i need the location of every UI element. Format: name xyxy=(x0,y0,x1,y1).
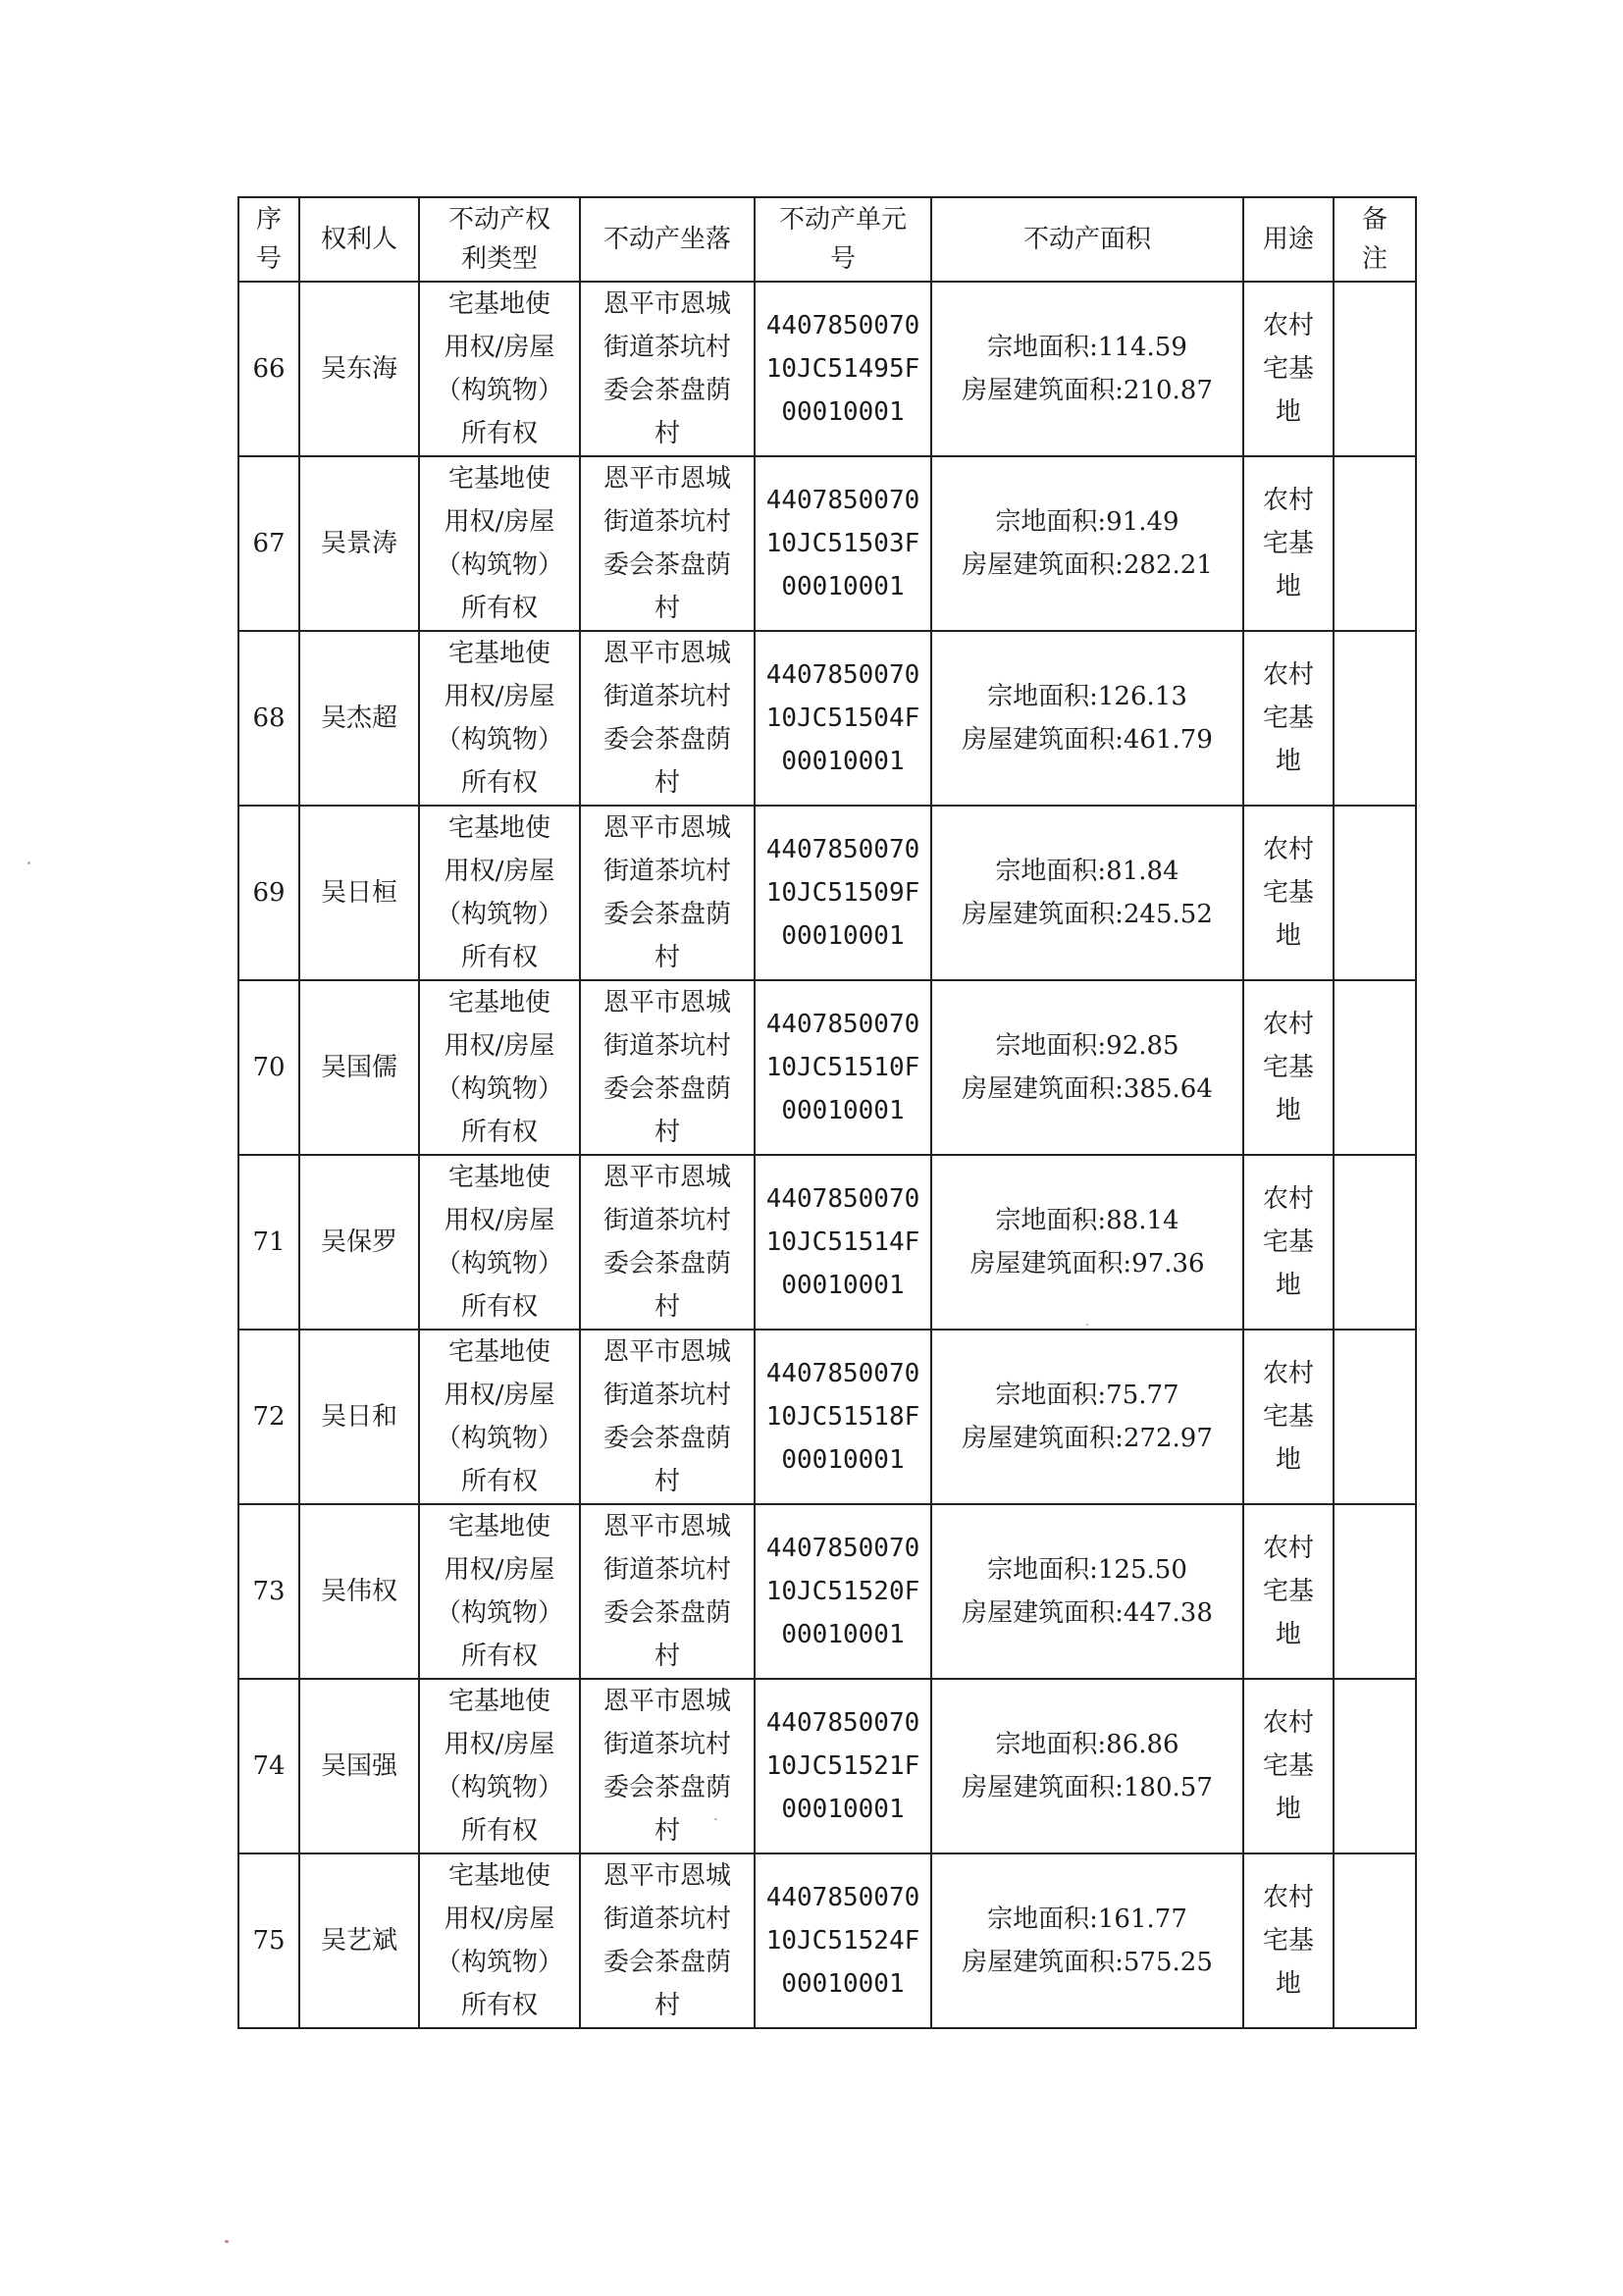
right_type-line: （构筑物） xyxy=(435,1948,563,1977)
cell-location xyxy=(580,1504,755,1679)
use-line: 农村 xyxy=(1262,1534,1314,1563)
cell-owner: 吴景涛 xyxy=(299,456,419,631)
unit_no-line: 00010001 xyxy=(781,572,905,601)
cell-area xyxy=(931,456,1243,631)
area-line: 房屋建筑面积:447.38 xyxy=(962,1598,1213,1628)
table-row xyxy=(238,631,1416,806)
use-line: 地 xyxy=(1275,572,1301,601)
use-line: 宅基 xyxy=(1262,878,1314,908)
location-line: 恩平市恩城 xyxy=(602,639,731,668)
use-line: 宅基 xyxy=(1262,1577,1314,1606)
cell-use xyxy=(1243,1155,1334,1330)
location-line: 委会茶盘荫 xyxy=(602,376,731,405)
right_type-line: （构筑物） xyxy=(435,376,563,405)
table-row xyxy=(238,456,1416,631)
column-header-seq xyxy=(238,197,299,282)
cell-owner: 吴东海 xyxy=(299,282,419,456)
location-line: 委会茶盘荫 xyxy=(602,1773,731,1802)
table-row xyxy=(238,1504,1416,1679)
unit_no-line: 4407850070 xyxy=(765,660,920,690)
location-line: 街道茶坑村 xyxy=(602,333,731,362)
right_type-line: 所有权 xyxy=(460,768,538,798)
use-line: 农村 xyxy=(1262,311,1314,340)
right_type-line: 宅基地使 xyxy=(447,464,550,494)
unit_no-line: 4407850070 xyxy=(765,1534,920,1563)
use-line: 宅基 xyxy=(1262,354,1314,384)
cell-location xyxy=(580,631,755,806)
cell-owner: 吴日和 xyxy=(299,1330,419,1504)
location-line: 委会茶盘荫 xyxy=(602,1074,731,1104)
area-line: 房屋建筑面积:575.25 xyxy=(962,1948,1213,1977)
unit_no-line: 4407850070 xyxy=(765,1184,920,1214)
right_type-line: 所有权 xyxy=(460,419,538,448)
use-line: 地 xyxy=(1275,921,1301,951)
right_type-line: 宅基地使 xyxy=(447,1337,550,1367)
cell-remark xyxy=(1334,631,1416,806)
column-header-owner xyxy=(299,197,419,282)
location-line: 恩平市恩城 xyxy=(602,1861,731,1891)
cell-unit_no xyxy=(755,282,931,456)
cell-area xyxy=(931,1504,1243,1679)
location-line: 街道茶坑村 xyxy=(602,857,731,886)
right_type-line: 所有权 xyxy=(460,1991,538,2020)
use-line: 宅基 xyxy=(1262,704,1314,733)
area-line: 房屋建筑面积:210.87 xyxy=(962,376,1213,405)
column-header-line: 序 xyxy=(255,205,282,235)
cell-right_type xyxy=(419,1330,580,1504)
location-line: 委会茶盘荫 xyxy=(602,1598,731,1628)
right_type-line: （构筑物） xyxy=(435,1773,563,1802)
use-line: 地 xyxy=(1275,1795,1301,1824)
location-line: 恩平市恩城 xyxy=(602,1337,731,1367)
area-line: 宗地面积:91.49 xyxy=(995,507,1179,537)
location-line: 委会茶盘荫 xyxy=(602,1249,731,1278)
use-line: 农村 xyxy=(1262,1010,1314,1039)
right_type-line: 所有权 xyxy=(460,594,538,623)
cell-seq: 69 xyxy=(238,806,299,980)
unit_no-line: 4407850070 xyxy=(765,1010,920,1039)
unit_no-line: 10JC51509F xyxy=(765,878,920,908)
unit_no-line: 10JC51510F xyxy=(765,1053,920,1082)
cell-unit_no xyxy=(755,806,931,980)
table-row xyxy=(238,1155,1416,1330)
area-line: 宗地面积:114.59 xyxy=(987,333,1187,362)
right_type-line: （构筑物） xyxy=(435,725,563,755)
right_type-line: 宅基地使 xyxy=(447,1687,550,1716)
cell-remark xyxy=(1334,1155,1416,1330)
cell-unit_no xyxy=(755,1679,931,1853)
right_type-line: 宅基地使 xyxy=(447,988,550,1018)
right_type-line: 用权/房屋 xyxy=(444,1381,555,1410)
scan-speck xyxy=(27,861,30,864)
cell-remark xyxy=(1334,1679,1416,1853)
cell-area xyxy=(931,282,1243,456)
location-line: 街道茶坑村 xyxy=(602,1555,731,1585)
cell-unit_no xyxy=(755,631,931,806)
use-line: 地 xyxy=(1275,1096,1301,1125)
location-line: 街道茶坑村 xyxy=(602,1381,731,1410)
cell-right_type xyxy=(419,1155,580,1330)
location-line: 村 xyxy=(654,1292,680,1322)
unit_no-line: 10JC51518F xyxy=(765,1402,920,1432)
location-line: 村 xyxy=(654,594,680,623)
cell-seq: 70 xyxy=(238,980,299,1155)
location-line: 委会茶盘荫 xyxy=(602,900,731,929)
area-line: 房屋建筑面积:272.97 xyxy=(962,1424,1213,1453)
unit_no-line: 00010001 xyxy=(781,921,905,951)
cell-area xyxy=(931,1853,1243,2028)
cell-owner: 吴伟权 xyxy=(299,1504,419,1679)
cell-remark xyxy=(1334,456,1416,631)
unit_no-line: 10JC51495F xyxy=(765,354,920,384)
right_type-line: 用权/房屋 xyxy=(444,1031,555,1061)
cell-owner: 吴杰超 xyxy=(299,631,419,806)
header-row xyxy=(238,197,1416,282)
scan-speck xyxy=(225,2240,229,2243)
cell-owner: 吴国儒 xyxy=(299,980,419,1155)
cell-remark xyxy=(1334,980,1416,1155)
unit_no-line: 4407850070 xyxy=(765,1708,920,1738)
column-header-line: 备 xyxy=(1361,205,1387,235)
scan-speck xyxy=(714,1818,717,1820)
column-header-area xyxy=(931,197,1243,282)
unit_no-line: 10JC51504F xyxy=(765,704,920,733)
cell-unit_no xyxy=(755,1155,931,1330)
unit_no-line: 00010001 xyxy=(781,1795,905,1824)
use-line: 农村 xyxy=(1262,1883,1314,1912)
location-line: 恩平市恩城 xyxy=(602,1687,731,1716)
cell-location xyxy=(580,1330,755,1504)
unit_no-line: 00010001 xyxy=(781,1445,905,1475)
area-line: 宗地面积:92.85 xyxy=(995,1031,1179,1061)
right_type-line: 用权/房屋 xyxy=(444,507,555,537)
area-line: 宗地面积:126.13 xyxy=(987,682,1187,711)
location-line: 街道茶坑村 xyxy=(602,1730,731,1759)
column-header-location xyxy=(580,197,755,282)
location-line: 委会茶盘荫 xyxy=(602,1424,731,1453)
column-header-line: 利类型 xyxy=(460,244,538,274)
area-line: 宗地面积:81.84 xyxy=(995,857,1179,886)
right_type-line: 用权/房屋 xyxy=(444,1555,555,1585)
location-line: 街道茶坑村 xyxy=(602,1905,731,1934)
column-header-line: 权利人 xyxy=(320,225,397,254)
right_type-line: 宅基地使 xyxy=(447,289,550,319)
location-line: 村 xyxy=(654,1642,680,1671)
cell-owner: 吴国强 xyxy=(299,1679,419,1853)
use-line: 农村 xyxy=(1262,835,1314,864)
right_type-line: 所有权 xyxy=(460,1816,538,1846)
cell-use xyxy=(1243,1679,1334,1853)
cell-right_type xyxy=(419,282,580,456)
cell-right_type xyxy=(419,980,580,1155)
unit_no-line: 10JC51503F xyxy=(765,529,920,558)
area-line: 宗地面积:88.14 xyxy=(995,1206,1179,1235)
cell-location xyxy=(580,1155,755,1330)
table-row xyxy=(238,806,1416,980)
location-line: 恩平市恩城 xyxy=(602,1512,731,1541)
area-line: 房屋建筑面积:97.36 xyxy=(969,1249,1205,1278)
use-line: 地 xyxy=(1275,1620,1301,1649)
location-line: 委会茶盘荫 xyxy=(602,725,731,755)
area-line: 宗地面积:161.77 xyxy=(987,1905,1187,1934)
use-line: 农村 xyxy=(1262,1359,1314,1388)
column-header-unit_no xyxy=(755,197,931,282)
use-line: 宅基 xyxy=(1262,1053,1314,1082)
location-line: 恩平市恩城 xyxy=(602,1163,731,1192)
cell-right_type xyxy=(419,1679,580,1853)
cell-right_type xyxy=(419,1504,580,1679)
cell-area xyxy=(931,806,1243,980)
location-line: 恩平市恩城 xyxy=(602,289,731,319)
cell-location xyxy=(580,1679,755,1853)
cell-remark xyxy=(1334,1853,1416,2028)
column-header-use xyxy=(1243,197,1334,282)
right_type-line: （构筑物） xyxy=(435,1598,563,1628)
cell-use xyxy=(1243,631,1334,806)
unit_no-line: 10JC51520F xyxy=(765,1577,920,1606)
column-header-remark xyxy=(1334,197,1416,282)
cell-location xyxy=(580,282,755,456)
right_type-line: 宅基地使 xyxy=(447,813,550,843)
cell-seq: 73 xyxy=(238,1504,299,1679)
column-header-line: 不动产权 xyxy=(447,205,550,235)
cell-remark xyxy=(1334,1330,1416,1504)
table-row xyxy=(238,980,1416,1155)
cell-location xyxy=(580,980,755,1155)
cell-use xyxy=(1243,1504,1334,1679)
cell-location xyxy=(580,806,755,980)
unit_no-line: 00010001 xyxy=(781,1969,905,1999)
use-line: 宅基 xyxy=(1262,529,1314,558)
cell-use xyxy=(1243,1853,1334,2028)
table-row xyxy=(238,282,1416,456)
cell-use xyxy=(1243,456,1334,631)
unit_no-line: 4407850070 xyxy=(765,311,920,340)
cell-seq: 74 xyxy=(238,1679,299,1853)
right_type-line: （构筑物） xyxy=(435,900,563,929)
area-line: 房屋建筑面积:461.79 xyxy=(962,725,1213,755)
cell-seq: 66 xyxy=(238,282,299,456)
column-header-line: 号 xyxy=(829,244,856,274)
column-header-line: 不动产坐落 xyxy=(602,225,731,254)
location-line: 街道茶坑村 xyxy=(602,1206,731,1235)
cell-unit_no xyxy=(755,1504,931,1679)
area-line: 宗地面积:125.50 xyxy=(987,1555,1187,1585)
unit_no-line: 4407850070 xyxy=(765,486,920,515)
use-line: 农村 xyxy=(1262,486,1314,515)
use-line: 宅基 xyxy=(1262,1751,1314,1781)
cell-location xyxy=(580,456,755,631)
location-line: 村 xyxy=(654,943,680,972)
unit_no-line: 00010001 xyxy=(781,747,905,776)
right_type-line: 宅基地使 xyxy=(447,639,550,668)
use-line: 农村 xyxy=(1262,1708,1314,1738)
area-line: 房屋建筑面积:282.21 xyxy=(962,550,1213,580)
cell-unit_no xyxy=(755,456,931,631)
cell-location xyxy=(580,1853,755,2028)
right_type-line: 所有权 xyxy=(460,1292,538,1322)
right_type-line: 用权/房屋 xyxy=(444,682,555,711)
cell-seq: 68 xyxy=(238,631,299,806)
location-line: 村 xyxy=(654,1118,680,1147)
cell-right_type xyxy=(419,806,580,980)
area-line: 房屋建筑面积:245.52 xyxy=(962,900,1213,929)
column-header-line: 注 xyxy=(1361,244,1387,274)
use-line: 地 xyxy=(1275,397,1301,427)
cell-use xyxy=(1243,282,1334,456)
area-line: 宗地面积:86.86 xyxy=(995,1730,1179,1759)
location-line: 恩平市恩城 xyxy=(602,464,731,494)
unit_no-line: 4407850070 xyxy=(765,1883,920,1912)
cell-area xyxy=(931,980,1243,1155)
use-line: 地 xyxy=(1275,747,1301,776)
cell-owner: 吴保罗 xyxy=(299,1155,419,1330)
cell-seq: 75 xyxy=(238,1853,299,2028)
right_type-line: 用权/房屋 xyxy=(444,1206,555,1235)
location-line: 村 xyxy=(654,1991,680,2020)
column-header-line: 不动产单元 xyxy=(778,205,907,235)
table-body xyxy=(238,282,1416,2028)
use-line: 地 xyxy=(1275,1271,1301,1300)
cell-seq: 71 xyxy=(238,1155,299,1330)
location-line: 委会茶盘荫 xyxy=(602,1948,731,1977)
cell-use xyxy=(1243,1330,1334,1504)
column-header-right_type xyxy=(419,197,580,282)
table-row xyxy=(238,1330,1416,1504)
location-line: 街道茶坑村 xyxy=(602,507,731,537)
cell-area xyxy=(931,1679,1243,1853)
right_type-line: （构筑物） xyxy=(435,1249,563,1278)
cell-remark xyxy=(1334,806,1416,980)
cell-owner: 吴日桓 xyxy=(299,806,419,980)
scan-speck xyxy=(1086,1324,1088,1326)
cell-unit_no xyxy=(755,980,931,1155)
use-line: 宅基 xyxy=(1262,1402,1314,1432)
location-line: 街道茶坑村 xyxy=(602,682,731,711)
location-line: 村 xyxy=(654,768,680,798)
column-header-line: 号 xyxy=(255,244,282,274)
unit_no-line: 4407850070 xyxy=(765,835,920,864)
right_type-line: 用权/房屋 xyxy=(444,1905,555,1934)
right_type-line: 所有权 xyxy=(460,1642,538,1671)
cell-remark xyxy=(1334,282,1416,456)
cell-use xyxy=(1243,806,1334,980)
table-header xyxy=(238,197,1416,282)
cell-seq: 72 xyxy=(238,1330,299,1504)
cell-area xyxy=(931,1330,1243,1504)
right_type-line: 用权/房屋 xyxy=(444,1730,555,1759)
location-line: 村 xyxy=(654,1467,680,1496)
cell-use xyxy=(1243,980,1334,1155)
right_type-line: 用权/房屋 xyxy=(444,333,555,362)
cell-seq: 67 xyxy=(238,456,299,631)
right_type-line: 宅基地使 xyxy=(447,1512,550,1541)
area-line: 房屋建筑面积:180.57 xyxy=(962,1773,1213,1802)
cell-unit_no xyxy=(755,1330,931,1504)
unit_no-line: 00010001 xyxy=(781,397,905,427)
unit_no-line: 10JC51514F xyxy=(765,1227,920,1257)
column-header-line: 用途 xyxy=(1262,225,1314,254)
use-line: 农村 xyxy=(1262,1184,1314,1214)
location-line: 村 xyxy=(654,1816,680,1846)
cell-right_type xyxy=(419,631,580,806)
area-line: 宗地面积:75.77 xyxy=(995,1381,1179,1410)
cell-area xyxy=(931,1155,1243,1330)
right_type-line: 用权/房屋 xyxy=(444,857,555,886)
unit_no-line: 10JC51524F xyxy=(765,1926,920,1956)
table-row xyxy=(238,1853,1416,2028)
unit_no-line: 00010001 xyxy=(781,1271,905,1300)
use-line: 宅基 xyxy=(1262,1227,1314,1257)
area-line: 房屋建筑面积:385.64 xyxy=(962,1074,1213,1104)
table-row xyxy=(238,1679,1416,1853)
use-line: 地 xyxy=(1275,1969,1301,1999)
right_type-line: 宅基地使 xyxy=(447,1861,550,1891)
cell-right_type xyxy=(419,1853,580,2028)
right_type-line: （构筑物） xyxy=(435,1424,563,1453)
right_type-line: （构筑物） xyxy=(435,550,563,580)
location-line: 恩平市恩城 xyxy=(602,813,731,843)
use-line: 农村 xyxy=(1262,660,1314,690)
right_type-line: 所有权 xyxy=(460,1118,538,1147)
location-line: 恩平市恩城 xyxy=(602,988,731,1018)
cell-unit_no xyxy=(755,1853,931,2028)
use-line: 地 xyxy=(1275,1445,1301,1475)
right_type-line: （构筑物） xyxy=(435,1074,563,1104)
location-line: 委会茶盘荫 xyxy=(602,550,731,580)
right_type-line: 宅基地使 xyxy=(447,1163,550,1192)
cell-remark xyxy=(1334,1504,1416,1679)
property-registry-table xyxy=(237,196,1417,2029)
right_type-line: 所有权 xyxy=(460,943,538,972)
unit_no-line: 00010001 xyxy=(781,1620,905,1649)
location-line: 街道茶坑村 xyxy=(602,1031,731,1061)
unit_no-line: 4407850070 xyxy=(765,1359,920,1388)
unit_no-line: 10JC51521F xyxy=(765,1751,920,1781)
use-line: 宅基 xyxy=(1262,1926,1314,1956)
cell-right_type xyxy=(419,456,580,631)
cell-owner: 吴艺斌 xyxy=(299,1853,419,2028)
right_type-line: 所有权 xyxy=(460,1467,538,1496)
column-header-line: 不动产面积 xyxy=(1022,225,1151,254)
cell-area xyxy=(931,631,1243,806)
unit_no-line: 00010001 xyxy=(781,1096,905,1125)
location-line: 村 xyxy=(654,419,680,448)
